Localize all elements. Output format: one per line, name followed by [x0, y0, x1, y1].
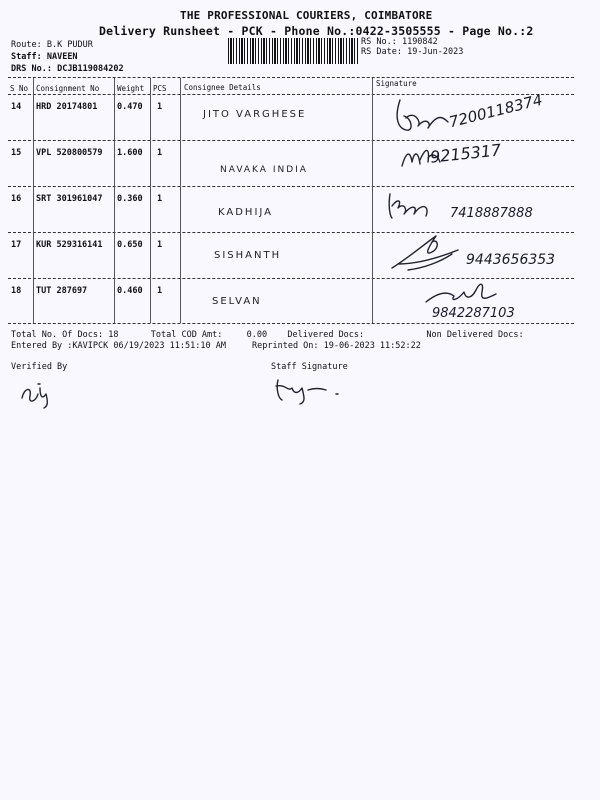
totals-row	[11, 330, 524, 340]
cell-consignment: KUR 529316141	[36, 240, 103, 250]
cod-amount: 0.00	[246, 330, 268, 340]
verifier-signature	[18, 378, 68, 408]
table-bottom-rule	[8, 323, 574, 324]
col-header-pcs: PCS	[153, 84, 167, 93]
cell-pcs: 1	[157, 148, 163, 158]
rs-date-row	[361, 47, 463, 57]
col-header-consignment: Consignment No	[36, 84, 100, 93]
reprinted-on: Reprinted On: 19-06-2023 11:52:22	[252, 341, 421, 351]
col-divider	[114, 78, 115, 323]
cell-sno: 15	[11, 148, 22, 158]
cell-weight: 0.650	[117, 240, 143, 250]
cell-pcs: 1	[157, 102, 163, 112]
col-divider	[372, 78, 373, 323]
col-divider	[33, 78, 34, 323]
drs-label: DRS No.:	[11, 64, 52, 74]
cell-consignee-handwritten: JITO VARGHESE	[203, 109, 307, 120]
col-divider	[180, 78, 181, 323]
cell-sno: 18	[11, 286, 22, 296]
staff-value: NAVEEN	[46, 52, 78, 62]
total-docs-value: 18	[108, 330, 119, 340]
cell-pcs: 1	[157, 194, 163, 204]
cell-consignment: TUT 287697	[36, 286, 88, 296]
drs-value: DCJB119084202	[57, 64, 124, 74]
runsheet-title: Delivery Runsheet - PCK - Phone No.:0422-3505555 - Page No.:2	[99, 24, 534, 38]
rs-no-label: RS No.:	[361, 37, 397, 47]
col-divider	[150, 78, 151, 323]
col-header-consignee: Consignee Details	[184, 83, 261, 92]
cell-weight: 0.360	[117, 194, 143, 204]
cell-consignee-handwritten: SELVAN	[212, 296, 262, 307]
signature-phone: 7200118374	[447, 90, 545, 132]
verified-by-label: Verified By	[11, 362, 68, 372]
company-name: THE PROFESSIONAL COURIERS, COIMBATORE	[180, 9, 433, 22]
cell-pcs: 1	[157, 240, 163, 250]
total-docs-label: Total No. Of Docs:	[11, 330, 104, 340]
delivered-docs-label: Delivered Docs:	[287, 330, 365, 340]
cell-weight: 0.460	[117, 286, 143, 296]
rs-no-value: 1190842	[401, 37, 438, 47]
route-value: B.K PUDUR	[46, 40, 93, 50]
col-header-weight: Weight	[117, 84, 145, 93]
signature-phone: 9443656353	[466, 252, 556, 268]
cell-consignment: HRD 20174801	[36, 102, 98, 112]
cell-pcs: 1	[157, 286, 163, 296]
signature-phone: 9215317	[429, 140, 503, 167]
route-label: Route:	[11, 40, 42, 50]
staff-label: Staff:	[11, 52, 42, 62]
signature-scribble	[388, 228, 478, 274]
cell-consignee-handwritten: KADHIJA	[218, 207, 274, 218]
rs-date-value: 19-Jun-2023	[407, 47, 464, 57]
cod-label: Total COD Amt:	[150, 330, 223, 340]
col-header-sno: S No	[10, 84, 29, 93]
entered-by: Entered By :KAVIPCK 06/19/2023 11:51:10 AM	[11, 341, 226, 351]
staff-signature-label: Staff Signature	[271, 362, 348, 372]
signature-phone: 7418887888	[450, 206, 533, 221]
signature-phone: 9842287103	[432, 306, 515, 321]
signature-scribble	[384, 188, 444, 224]
rs-date-label: RS Date:	[361, 47, 402, 57]
cell-sno: 16	[11, 194, 22, 204]
staff-signature	[272, 376, 352, 406]
rs-no-row	[361, 37, 438, 47]
cell-sno: 14	[11, 102, 22, 112]
cell-consignment: VPL 520800579	[36, 148, 103, 158]
cell-sno: 17	[11, 240, 22, 250]
cell-weight: 0.470	[117, 102, 143, 112]
cell-consignee-handwritten: NAVAKA INDIA	[220, 165, 308, 175]
cell-consignment: SRT 301961047	[36, 194, 103, 204]
non-delivered-docs-label: Non Delivered Docs:	[426, 330, 524, 340]
row-divider	[8, 232, 574, 233]
cell-consignee-handwritten: SISHANTH	[214, 250, 282, 261]
cell-weight: 1.600	[117, 148, 143, 158]
barcode	[228, 38, 358, 64]
route-row	[11, 40, 93, 50]
table-top-rule	[8, 77, 574, 78]
drs-row	[11, 64, 124, 74]
row-divider	[8, 186, 574, 187]
col-header-signature: Signature	[376, 79, 417, 88]
staff-row	[11, 52, 78, 62]
